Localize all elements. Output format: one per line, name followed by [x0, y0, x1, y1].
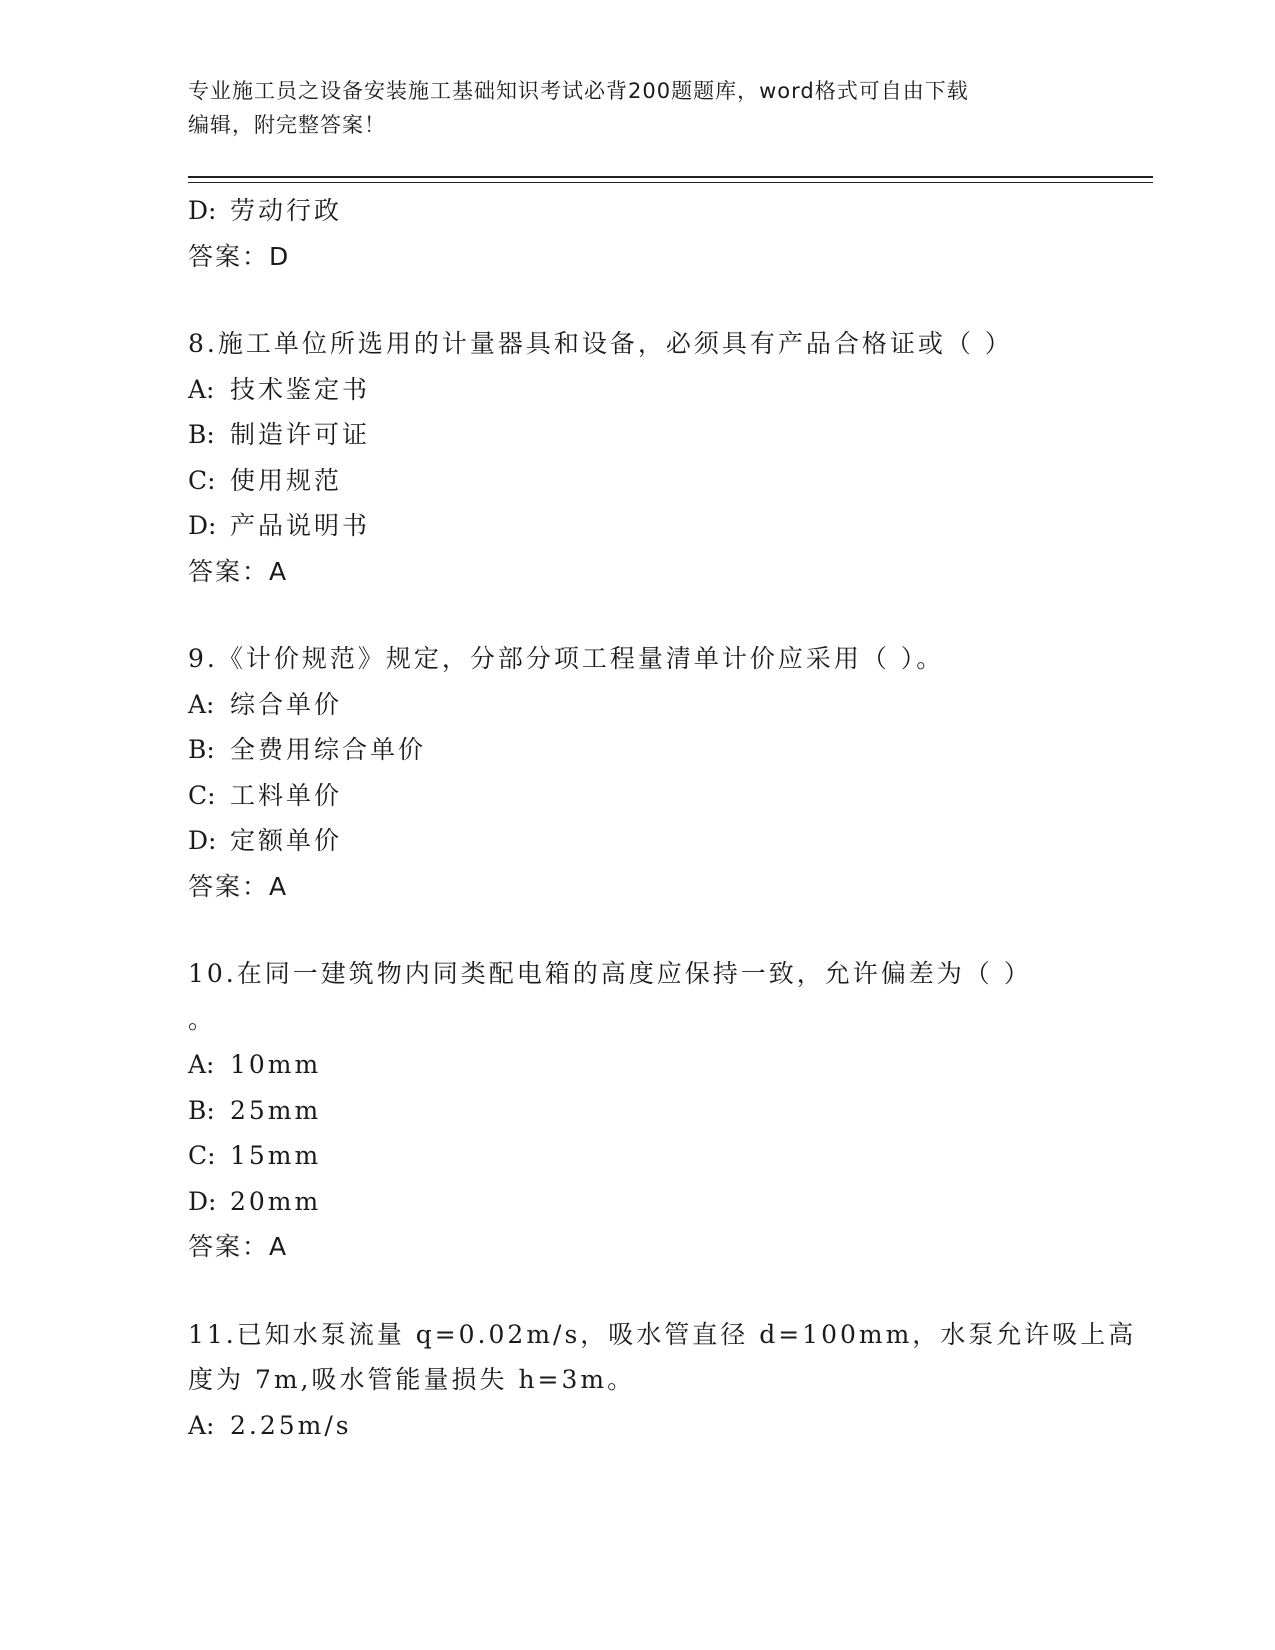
answer-label: 答案：	[188, 1232, 270, 1261]
answer-line	[188, 549, 1068, 595]
question-9	[188, 636, 1068, 909]
option-b	[188, 1088, 1068, 1134]
answer-value: A	[269, 1232, 289, 1261]
header-divider-thick	[188, 176, 1153, 178]
answer-value: A	[269, 871, 289, 901]
option-text: 制造许可证	[230, 420, 371, 449]
answer-line	[188, 234, 1068, 280]
option-a	[188, 1403, 1068, 1449]
question-stem	[188, 321, 1068, 367]
question-spacer	[188, 1270, 1068, 1312]
answer-value: D	[269, 241, 291, 271]
option-letter: B:	[188, 735, 215, 764]
question-10	[188, 951, 1068, 1270]
option-letter: B:	[188, 1095, 215, 1125]
option-d	[188, 503, 1068, 549]
option-text: 25mm	[230, 1095, 322, 1125]
option-letter: C:	[188, 465, 216, 495]
header-divider-thin	[188, 182, 1153, 183]
option-d-fragment	[188, 188, 1068, 234]
option-text: 20mm	[230, 1186, 322, 1216]
question-stem	[188, 1312, 1137, 1403]
option-text: 使用规范	[230, 465, 343, 495]
option-a	[188, 1042, 1068, 1088]
option-letter: B:	[188, 420, 215, 449]
option-text: 产品说明书	[230, 511, 371, 540]
question-list	[188, 188, 1137, 1448]
answer-value: A	[269, 556, 289, 586]
option-text: 技术鉴定书	[230, 374, 371, 404]
option-letter: D:	[188, 1186, 217, 1216]
option-letter: D:	[188, 511, 217, 540]
question-stem-line: 10.在同一建筑物内同类配电箱的高度应保持一致，允许偏差为（ ）	[188, 959, 1032, 988]
option-b	[188, 727, 1068, 773]
answer-line	[188, 864, 1068, 910]
question-8	[188, 321, 1068, 594]
option-letter: D:	[188, 196, 217, 225]
option-text: 2.25m/s	[230, 1410, 352, 1440]
question-stem	[188, 636, 1068, 682]
question-spacer	[188, 594, 1068, 636]
option-c	[188, 773, 1068, 819]
option-d	[188, 818, 1068, 864]
answer-line	[188, 1224, 1068, 1270]
option-a	[188, 682, 1068, 728]
answer-label: 答案：	[188, 241, 270, 271]
answer-label: 答案：	[188, 556, 270, 586]
question-stem-line: 8.施工单位所选用的计量器具和设备，必须具有产品合格证或（ ）	[188, 329, 1013, 358]
option-letter: C:	[188, 780, 216, 810]
option-c	[188, 1133, 1068, 1179]
option-b	[188, 412, 1068, 458]
question-stem-line: 11.已知水泵流量 q=0.02m/s，吸水管直径 d=100mm，水泵允许吸上高	[188, 1319, 1137, 1349]
question-stem	[188, 951, 1068, 1042]
option-text: 工料单价	[230, 780, 343, 810]
question-stem-line: 。	[188, 1004, 217, 1034]
option-letter: A:	[188, 689, 215, 719]
option-text: 定额单价	[230, 826, 343, 855]
option-text: 10mm	[230, 1050, 322, 1079]
option-letter: A:	[188, 1050, 215, 1079]
option-text: 劳动行政	[230, 196, 343, 225]
question-stem-line: 9.《计价规范》规定，分部分项工程量清单计价应采用（ ）。	[188, 644, 945, 673]
option-letter: A:	[188, 1410, 215, 1440]
option-letter: C:	[188, 1141, 216, 1170]
option-c	[188, 458, 1068, 504]
option-a	[188, 367, 1068, 413]
option-letter: D:	[188, 826, 217, 855]
question-spacer	[188, 279, 1068, 321]
question-stem-line: 度为 7m,吸水管能量损失 h=3m。	[188, 1365, 636, 1394]
option-letter: A:	[188, 374, 215, 404]
page-header	[188, 74, 1068, 142]
question-spacer	[188, 909, 1068, 951]
question-11	[188, 1312, 1137, 1449]
answer-label: 答案：	[188, 871, 270, 901]
header-title-line-1: 专业施工员之设备安装施工基础知识考试必背200题题库，word格式可自由下载	[188, 79, 969, 103]
option-d	[188, 1179, 1068, 1225]
option-text: 全费用综合单价	[230, 735, 427, 764]
option-text: 综合单价	[230, 689, 343, 719]
option-text: 15mm	[230, 1141, 322, 1170]
header-title-line-2: 编辑，附完整答案！	[188, 113, 386, 137]
